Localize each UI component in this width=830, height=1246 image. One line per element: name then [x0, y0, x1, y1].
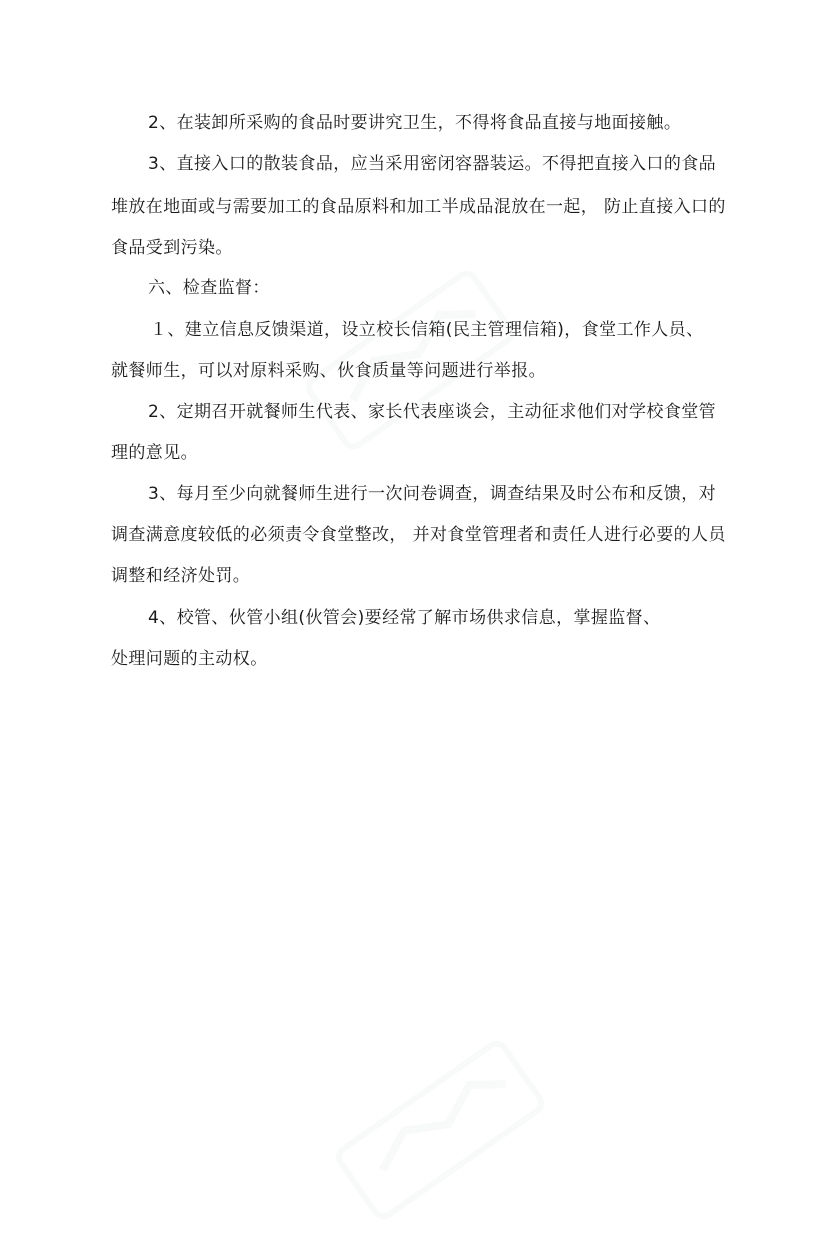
paragraph-item-3-line-1: 3、直接入口的散装食品，应当采用密闭容器装运。不得把直接入口的食品	[148, 154, 717, 174]
paragraph-item-3-line-3: 食品受到污染。	[111, 238, 233, 258]
inspection-item-4-line-2: 处理问题的主动权。	[111, 649, 268, 669]
section-heading-inspection: 六、检查监督：	[148, 278, 270, 298]
inspection-item-3-line-2: 调查满意度较低的必须责令食堂整改， 并对食堂管理者和责任人进行必要的人员	[111, 525, 726, 545]
inspection-item-3-line-3: 调整和经济处罚。	[111, 566, 251, 586]
inspection-item-3-line-1: 3、每月至少向就餐师生进行一次问卷调查，调查结果及时公布和反馈，对	[148, 484, 717, 504]
inspection-item-2-line-1: 2、定期召开就餐师生代表、家长代表座谈会，主动征求他们对学校食堂管	[148, 402, 717, 422]
paragraph-item-3-line-2: 堆放在地面或与需要加工的食品原料和加工半成品混放在一起， 防止直接入口的	[111, 197, 726, 217]
paragraph-item-2: 2、在装卸所采购的食品时要讲究卫生，不得将食品直接与地面接触。	[148, 113, 682, 133]
inspection-item-1-line-1: １、建立信息反馈渠道，设立校长信箱(民主管理信箱)，食堂工作人员、	[150, 320, 704, 340]
inspection-item-4-line-1: 4、校管、伙管小组(伙管会)要经常了解市场供求信息，掌握监督、	[148, 608, 661, 628]
inspection-item-1-line-2: 就餐师生，可以对原料采购、伙食质量等问题进行举报。	[111, 361, 546, 381]
watermark-mark	[315, 1018, 564, 1242]
inspection-item-2-line-2: 理的意见。	[111, 443, 198, 463]
